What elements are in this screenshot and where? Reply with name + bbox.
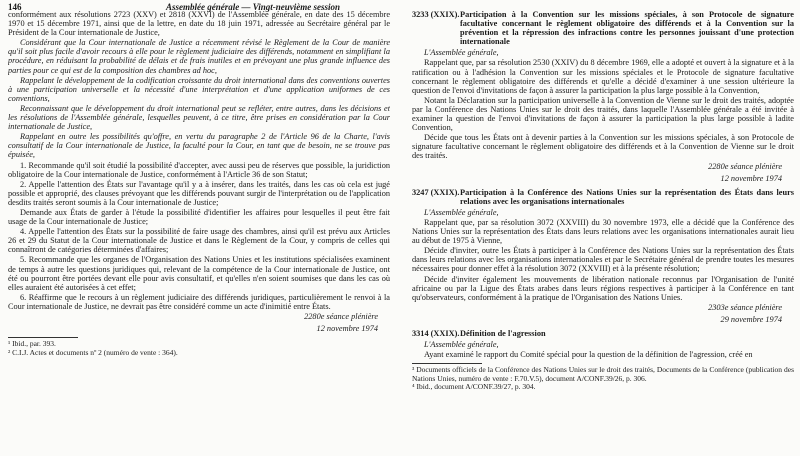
resolution-title: Définition de l'agression (460, 329, 546, 338)
meeting-date: 12 novembre 1974 (316, 324, 378, 334)
preamble-intro: L'Assemblée générale, (424, 207, 499, 217)
footnote-divider (8, 337, 78, 338)
paragraph: Demande aux États de garder à l'étude la possibilité d'identifier les affaires pour lesquelles il peut être fait usage de la Cour internationale de Justice; (8, 207, 390, 227)
resolution-heading (412, 188, 794, 206)
right-column (412, 10, 794, 454)
paragraph: Décide d'inviter, outre les États à participer à la Conférence des Nations Unies sur la représentation des États dans leurs relations avec les organisations internationales et par le Secrétaire général de prendre toutes les mesures nécessaires pour donner effet à la résolution 3072 (XXVIII) et à la présente résolution; (412, 246, 794, 274)
meeting-date: 29 novembre 1974 (720, 314, 782, 324)
paragraph: Rappelant que, par sa résolution 3072 (XXVIII) du 30 novembre 1973, elle a décidé que la Conférence des Nations Unies sur la représentation des États dans leurs relations avec les organisations internationales aurait lieu au début de 1975 à Vienne, (412, 217, 794, 246)
paragraph: Décide d'inviter également les mouvements de libération nationale reconnus par l'Organisation de l'unité africaine ou par la Ligue des États arabes dans leurs régions respectives à participer à la Conférence en tant qu'observateurs, conformément à la pratique de l'Organisation des Nations Unies. (412, 274, 794, 302)
paragraph: Reconnaissant que le développement du droit international peut se refléter, entre autres, dans les décisions et les résolutions de l'Assemblée générale, lesquelles peuvent, à ce titre, être prises en considération par la Cour internationale de Justice, (8, 103, 390, 132)
preamble-intro: L'Assemblée générale, (424, 340, 499, 350)
paragraph: 6. Réaffirme que le recours à un règlement judiciaire des différends juridiques, particulièrement le renvoi à la Cour internationale de Justice, ne devrait pas être considéré comme un acte d'inimitié entre États. (8, 292, 390, 311)
paragraph: Rappelant que, par sa résolution 2530 (XXIV) du 8 décembre 1969, elle a adopté et ouvert à la signature et à la ratification ou à l'adhésion la Convention sur les missions spéciales et le Protocole de signature facultative concernant le règlement obligatoire des différends et qu'elle a décidé d'examiner à une session ultérieure la question de l'envoi d'invitations de façon à assurer la participation la plus large possible à la Convention, (412, 58, 794, 95)
footnote: ⁴ Ibid., document A/CONF.39/27, p. 304. (412, 382, 536, 392)
resolution-heading (412, 10, 794, 46)
paragraph: Rappelant en outre les possibilités qu'offre, en vertu du paragraphe 2 de l'Article 96 de la Charte, l'avis consultatif de la Cour internationale de Justice, la faculté pour la Cour, en tant que de besoin, ne se trouve pas épuisée, (8, 132, 390, 160)
left-column (8, 10, 390, 454)
paragraph: Ayant examiné le rapport du Comité spécial pour la question de la définition de l'agression, créé en (424, 350, 753, 360)
paragraph: 2. Appelle l'attention des États sur l'avantage qu'il y a à insérer, dans les traités, dans les cas où cela est jugé possible et approprié, des clauses prévoyant que les différends pouvant surgir de l'interprétation ou de l'application desdits traités seront soumis à la Cour internationale de Justice; (8, 179, 390, 207)
footnote: ² C.I.J. Actes et documents nº 2 (numéro de vente : 364). (8, 347, 178, 357)
paragraph: Décide que tous les États ont à devenir parties à la Convention sur les missions spéciales, à son Protocole de signature facultative concernant le règlement obligatoire des différends et à la Convention de Vienne sur le droit des traités. (412, 133, 794, 161)
footnote: ¹ Ibid., par. 393. (8, 339, 56, 349)
meeting-signature: 2280e séance plénière (708, 161, 782, 171)
preamble-intro: L'Assemblée générale, (424, 48, 499, 58)
paragraph: 4. Appelle l'attention des États sur la possibilité de faire usage des chambres, ainsi qu'il est prévu aux Articles 26 et 29 du Statut de la Cour internationale de Justice et dans le Règlement de la Cour, y compris de celles qui connaîtront de catégories déterminées d'affaires; (8, 227, 390, 255)
meeting-signature: 2303e séance plénière (708, 302, 782, 312)
footnote: ³ Documents officiels de la Conférence des Nations Unies sur le droit des traités, Documents de la Conférence (publication des Nations Unies, numéro de vente : F.70.V.5), document A/CONF.39/26, p. 306. (412, 365, 794, 383)
resolution-title: Participation à la Convention sur les missions spéciales, à son Protocole de signature facultative concernant le règlement obligatoire des différends et à la Convention sur la prévention et la répression des infractions contre les personnes jouissant d'une protection internationale (460, 10, 794, 47)
paragraph: Considérant que la Cour internationale de Justice a récemment révisé le Règlement de la Cour de manière qu'il soit plus facile d'avoir recours à elle pour le règlement judiciaire des différends, notamment en simplifiant la procédure, en réduisant la probabilité de délais et de frais inutiles et en prévoyant une plus grande influence des parties pour ce qui est de la composition des chambres ad hoc, (8, 38, 390, 75)
resolution-number: 3247 (XXIX). (412, 187, 460, 197)
running-title: Assemblée générale — Vingt-neuvième session (166, 2, 340, 12)
resolution-heading (412, 329, 794, 338)
paragraph: Rappelant le développement de la codification croissante du droit international dans des conventions ouvertes à une participation universelle et la nécessité d'une interprétation et d'une application uniformes de ces conventions, (8, 75, 390, 103)
footnote-divider (412, 363, 482, 364)
paragraph: conformément aux résolutions 2723 (XXV) et 2818 (XXVI) de l'Assemblée générale, en date des 15 décembre 1970 et 15 décembre 1971, ainsi que de la lettre, en date du 18 juin 1971, adressée au Secrétaire général par le Président de la Cour internationale de Justice, (8, 10, 390, 38)
meeting-signature: 2280e séance plénière (304, 312, 378, 321)
resolution-title: Participation à la Conférence des Nations Unies sur la représentation des États dans leurs relations avec les organisations internationales (460, 187, 794, 206)
resolution-number: 3233 (XXIX). (412, 10, 460, 19)
paragraph: 5. Recommande que les organes de l'Organisation des Nations Unies et les institutions spécialisées examinent de temps à autre les questions juridiques qui, relevant de la compétence de la Cour internationale de Justice, ont été ou pourront être portées devant elle pour avis consultatif, et qu'elles n'en soient soumises que dans les cas où elles auraient été autorisées à cet effet; (8, 255, 390, 292)
resolution-number: 3314 (XXIX). (412, 329, 460, 338)
paragraph: Notant la Déclaration sur la participation universelle à la Convention de Vienne sur le droit des traités, adoptée par la Conférence des Nations Unies sur le droit des traités, dans laquelle l'Assemblée générale a été invitée à examiner la question de l'envoi d'invitations de façon à assurer la participation la plus large possible à ladite Convention, (412, 95, 794, 133)
meeting-date: 12 novembre 1974 (720, 173, 782, 183)
page-number: 146 (8, 2, 22, 12)
paragraph: 1. Recommande qu'il soit étudié la possibilité d'accepter, avec aussi peu de réserves que possible, la juridiction obligatoire de la Cour internationale de Justice, conformément à l'Article 36 de son Statut; (8, 160, 390, 179)
